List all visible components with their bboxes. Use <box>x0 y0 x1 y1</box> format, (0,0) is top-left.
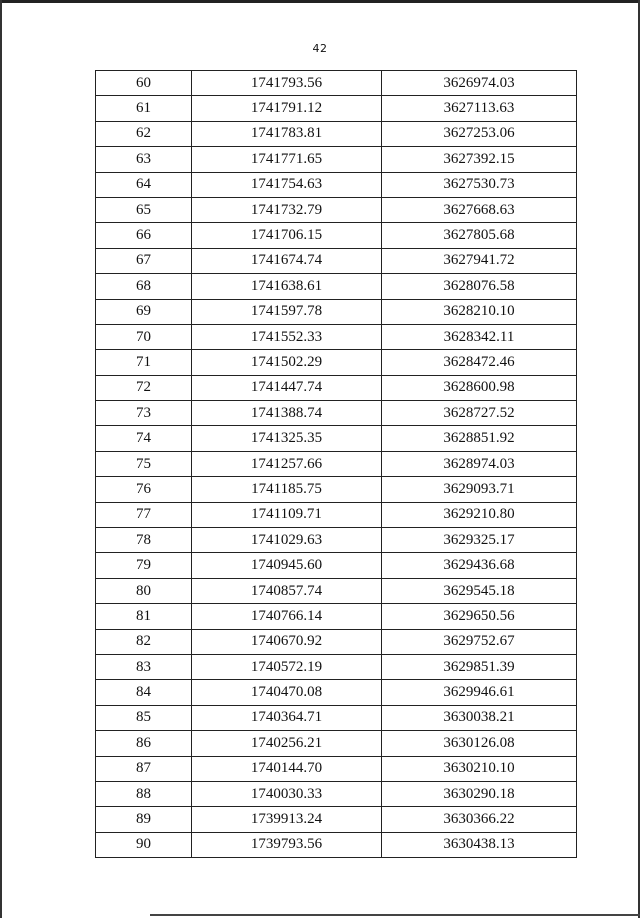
x-coordinate-cell: 1739793.56 <box>192 832 382 857</box>
y-coordinate-cell: 3628472.46 <box>382 350 577 375</box>
y-coordinate-cell: 3629851.39 <box>382 654 577 679</box>
y-coordinate-cell: 3627941.72 <box>382 248 577 273</box>
point-number-cell: 75 <box>96 451 192 476</box>
table-row <box>96 223 577 248</box>
table-row <box>96 553 577 578</box>
table-row <box>96 197 577 222</box>
x-coordinate-cell: 1741597.78 <box>192 299 382 324</box>
y-coordinate-cell: 3629650.56 <box>382 604 577 629</box>
point-number-cell: 73 <box>96 401 192 426</box>
x-coordinate-cell: 1741029.63 <box>192 528 382 553</box>
x-coordinate-cell: 1740766.14 <box>192 604 382 629</box>
x-coordinate-cell: 1741185.75 <box>192 477 382 502</box>
y-coordinate-cell: 3630366.22 <box>382 807 577 832</box>
point-number-cell: 88 <box>96 781 192 806</box>
y-coordinate-cell: 3628210.10 <box>382 299 577 324</box>
point-number-cell: 69 <box>96 299 192 324</box>
x-coordinate-cell: 1741771.65 <box>192 147 382 172</box>
table-row <box>96 299 577 324</box>
point-number-cell: 62 <box>96 121 192 146</box>
scan-edge-left <box>0 0 2 918</box>
point-number-cell: 64 <box>96 172 192 197</box>
y-coordinate-cell: 3628974.03 <box>382 451 577 476</box>
y-coordinate-cell: 3626974.03 <box>382 71 577 96</box>
coordinate-table <box>95 70 577 858</box>
point-number-cell: 67 <box>96 248 192 273</box>
point-number-cell: 66 <box>96 223 192 248</box>
x-coordinate-cell: 1741552.33 <box>192 324 382 349</box>
point-number-cell: 72 <box>96 375 192 400</box>
point-number-cell: 90 <box>96 832 192 857</box>
y-coordinate-cell: 3627392.15 <box>382 147 577 172</box>
point-number-cell: 83 <box>96 654 192 679</box>
point-number-cell: 77 <box>96 502 192 527</box>
point-number-cell: 82 <box>96 629 192 654</box>
y-coordinate-cell: 3629325.17 <box>382 528 577 553</box>
x-coordinate-cell: 1740030.33 <box>192 781 382 806</box>
table-row <box>96 248 577 273</box>
point-number-cell: 70 <box>96 324 192 349</box>
y-coordinate-cell: 3628851.92 <box>382 426 577 451</box>
x-coordinate-cell: 1739913.24 <box>192 807 382 832</box>
y-coordinate-cell: 3627113.63 <box>382 96 577 121</box>
table-row <box>96 680 577 705</box>
y-coordinate-cell: 3630126.08 <box>382 731 577 756</box>
y-coordinate-cell: 3628727.52 <box>382 401 577 426</box>
x-coordinate-cell: 1740572.19 <box>192 654 382 679</box>
table-row <box>96 654 577 679</box>
table-row <box>96 578 577 603</box>
table-row <box>96 274 577 299</box>
y-coordinate-cell: 3627805.68 <box>382 223 577 248</box>
scan-edge-bottom <box>150 914 640 916</box>
table-row <box>96 375 577 400</box>
x-coordinate-cell: 1741325.35 <box>192 426 382 451</box>
y-coordinate-cell: 3630290.18 <box>382 781 577 806</box>
y-coordinate-cell: 3629752.67 <box>382 629 577 654</box>
y-coordinate-cell: 3627253.06 <box>382 121 577 146</box>
point-number-cell: 71 <box>96 350 192 375</box>
x-coordinate-cell: 1741502.29 <box>192 350 382 375</box>
table-row <box>96 172 577 197</box>
table-row <box>96 477 577 502</box>
x-coordinate-cell: 1740256.21 <box>192 731 382 756</box>
point-number-cell: 68 <box>96 274 192 299</box>
table-row <box>96 731 577 756</box>
point-number-cell: 89 <box>96 807 192 832</box>
table-row <box>96 401 577 426</box>
x-coordinate-cell: 1741388.74 <box>192 401 382 426</box>
point-number-cell: 81 <box>96 604 192 629</box>
point-number-cell: 78 <box>96 528 192 553</box>
x-coordinate-cell: 1741674.74 <box>192 248 382 273</box>
table-row <box>96 71 577 96</box>
x-coordinate-cell: 1741638.61 <box>192 274 382 299</box>
table-row <box>96 604 577 629</box>
x-coordinate-cell: 1741791.12 <box>192 96 382 121</box>
table-row <box>96 147 577 172</box>
x-coordinate-cell: 1741793.56 <box>192 71 382 96</box>
table-row <box>96 350 577 375</box>
y-coordinate-cell: 3628076.58 <box>382 274 577 299</box>
x-coordinate-cell: 1741732.79 <box>192 197 382 222</box>
x-coordinate-cell: 1740144.70 <box>192 756 382 781</box>
y-coordinate-cell: 3627668.63 <box>382 197 577 222</box>
table-row <box>96 705 577 730</box>
point-number-cell: 85 <box>96 705 192 730</box>
x-coordinate-cell: 1740857.74 <box>192 578 382 603</box>
table-row <box>96 629 577 654</box>
x-coordinate-cell: 1740470.08 <box>192 680 382 705</box>
point-number-cell: 84 <box>96 680 192 705</box>
point-number-cell: 86 <box>96 731 192 756</box>
table-row <box>96 324 577 349</box>
y-coordinate-cell: 3630038.21 <box>382 705 577 730</box>
y-coordinate-cell: 3629946.61 <box>382 680 577 705</box>
table-row <box>96 781 577 806</box>
point-number-cell: 76 <box>96 477 192 502</box>
table-row <box>96 756 577 781</box>
table-row <box>96 807 577 832</box>
x-coordinate-cell: 1741706.15 <box>192 223 382 248</box>
y-coordinate-cell: 3628342.11 <box>382 324 577 349</box>
x-coordinate-cell: 1740670.92 <box>192 629 382 654</box>
x-coordinate-cell: 1741754.63 <box>192 172 382 197</box>
x-coordinate-cell: 1741257.66 <box>192 451 382 476</box>
coordinate-table-body <box>96 71 577 858</box>
y-coordinate-cell: 3627530.73 <box>382 172 577 197</box>
y-coordinate-cell: 3630210.10 <box>382 756 577 781</box>
point-number-cell: 87 <box>96 756 192 781</box>
page-number: 42 <box>312 42 328 55</box>
table-row <box>96 528 577 553</box>
y-coordinate-cell: 3629436.68 <box>382 553 577 578</box>
table-row <box>96 451 577 476</box>
point-number-cell: 65 <box>96 197 192 222</box>
point-number-cell: 61 <box>96 96 192 121</box>
point-number-cell: 79 <box>96 553 192 578</box>
y-coordinate-cell: 3630438.13 <box>382 832 577 857</box>
table-row <box>96 502 577 527</box>
point-number-cell: 60 <box>96 71 192 96</box>
table-row <box>96 96 577 121</box>
x-coordinate-cell: 1741109.71 <box>192 502 382 527</box>
scan-edge-top <box>0 0 640 3</box>
y-coordinate-cell: 3629210.80 <box>382 502 577 527</box>
y-coordinate-cell: 3628600.98 <box>382 375 577 400</box>
table-row <box>96 121 577 146</box>
y-coordinate-cell: 3629545.18 <box>382 578 577 603</box>
table-row <box>96 832 577 857</box>
x-coordinate-cell: 1740945.60 <box>192 553 382 578</box>
y-coordinate-cell: 3629093.71 <box>382 477 577 502</box>
point-number-cell: 63 <box>96 147 192 172</box>
point-number-cell: 74 <box>96 426 192 451</box>
table-row <box>96 426 577 451</box>
point-number-cell: 80 <box>96 578 192 603</box>
x-coordinate-cell: 1741447.74 <box>192 375 382 400</box>
x-coordinate-cell: 1740364.71 <box>192 705 382 730</box>
x-coordinate-cell: 1741783.81 <box>192 121 382 146</box>
